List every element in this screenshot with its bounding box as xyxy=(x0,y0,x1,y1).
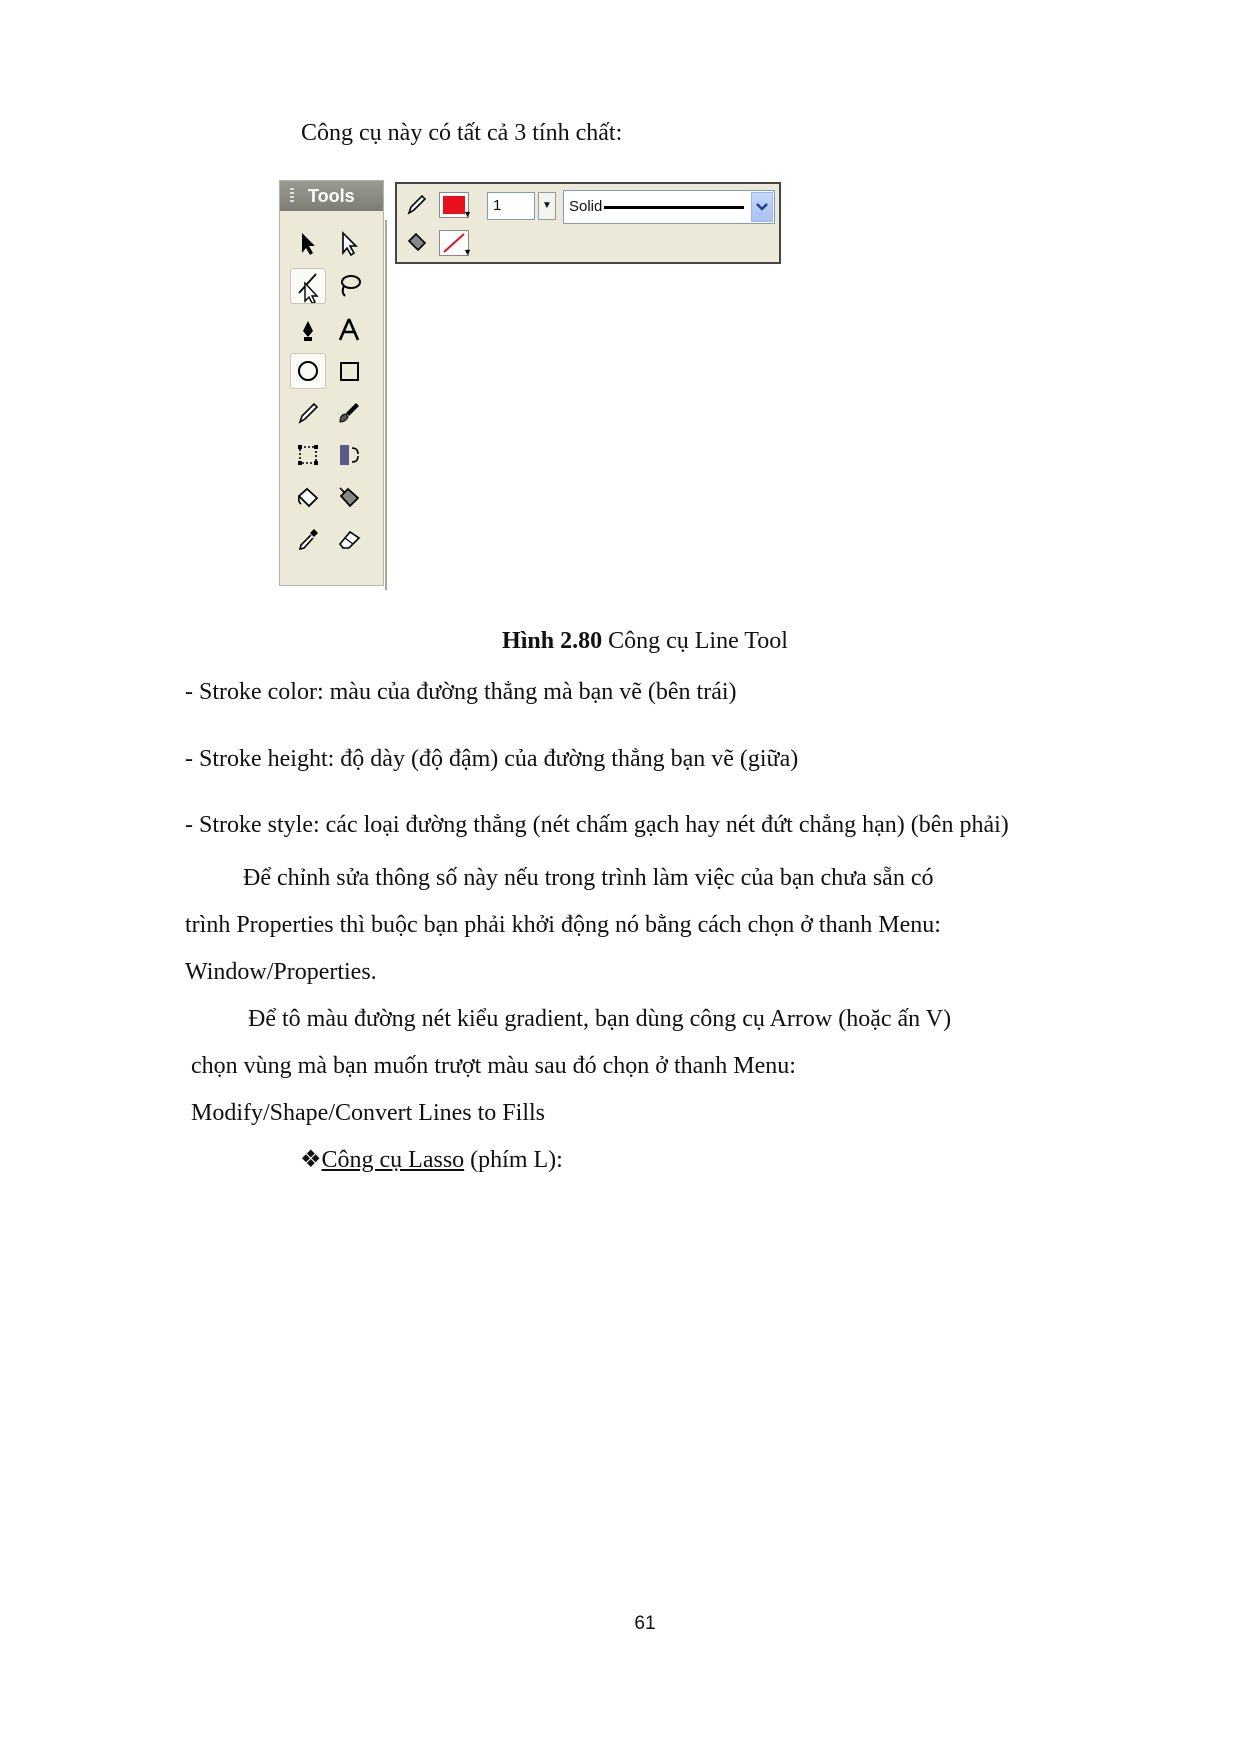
free-transform-icon[interactable] xyxy=(290,437,326,473)
oval-icon[interactable] xyxy=(290,353,326,389)
bullet-stroke-height: - Stroke height: độ dày (độ đậm) của đường thẳng bạn vẽ (giữa) xyxy=(185,746,799,772)
diamond-bullet-icon: ❖ xyxy=(300,1147,322,1173)
pen-icon[interactable] xyxy=(290,311,326,347)
chevron-down-icon: ▼ xyxy=(463,247,472,257)
figure-caption xyxy=(0,626,1240,656)
bullet-stroke-color: - Stroke color: màu của đường thẳng mà bạn vẽ (bên trái) xyxy=(185,679,737,705)
rectangle-icon[interactable] xyxy=(331,353,367,389)
grip-icon xyxy=(290,188,294,204)
pencil-icon[interactable] xyxy=(290,395,326,431)
paragraph-line: Modify/Shape/Convert Lines to Fills xyxy=(191,1100,545,1126)
brush-icon[interactable] xyxy=(331,395,367,431)
panel-divider xyxy=(385,220,390,590)
stroke-style-select[interactable] xyxy=(563,190,775,224)
intro-text: Công cụ này có tất cả 3 tính chất: xyxy=(301,120,623,146)
paragraph-line: Để chỉnh sửa thông số này nếu trong trình làm việc của bạn chưa sẵn có xyxy=(243,865,934,891)
stroke-pencil-icon xyxy=(405,192,429,221)
line-tool-icon[interactable] xyxy=(290,268,326,304)
figure-title: Công cụ Line Tool xyxy=(602,628,788,654)
ink-bottle-icon[interactable] xyxy=(290,479,326,515)
paragraph-line: chọn vùng mà bạn muốn trượt màu sau đó chọn ở thanh Menu: xyxy=(191,1053,796,1079)
stroke-style-label: Solid xyxy=(569,198,603,215)
fill-bucket-icon xyxy=(405,230,429,259)
text-icon[interactable] xyxy=(331,311,367,347)
chevron-down-icon[interactable] xyxy=(751,192,773,222)
tools-panel-title: Tools xyxy=(308,186,355,206)
fill-color-swatch[interactable] xyxy=(439,230,472,257)
subselect-icon[interactable] xyxy=(331,226,367,262)
fill-transform-icon[interactable] xyxy=(331,437,367,473)
stroke-color-swatch[interactable] xyxy=(439,192,472,219)
properties-strip xyxy=(395,182,781,264)
figure-label: Hình 2.80 xyxy=(502,628,603,654)
stroke-color-fill xyxy=(443,196,465,214)
eraser-icon[interactable] xyxy=(331,521,367,557)
chevron-down-icon: ▼ xyxy=(463,209,472,219)
eyedropper-icon[interactable] xyxy=(290,521,326,557)
tools-panel-header xyxy=(280,181,383,211)
lasso-link[interactable]: Công cụ Lasso xyxy=(321,1147,465,1173)
lasso-icon[interactable] xyxy=(331,268,367,304)
stroke-height-input[interactable]: 1 xyxy=(487,192,535,220)
stroke-height-dropdown[interactable]: ▼ xyxy=(538,192,556,220)
bullet-stroke-style: - Stroke style: các loại đường thẳng (nét chấm gạch hay nét đứt chẳng hạn) (bên phải) xyxy=(185,812,1009,838)
paragraph-line: Để tô màu đường nét kiểu gradient, bạn dùng công cụ Arrow (hoặc ấn V) xyxy=(248,1006,952,1032)
paragraph-line: trình Properties thì buộc bạn phải khởi động nó bằng cách chọn ở thanh Menu: xyxy=(185,912,941,938)
section-heading xyxy=(300,1145,563,1175)
page-number: 61 xyxy=(634,1613,656,1634)
arrow-icon[interactable] xyxy=(290,226,326,262)
paint-bucket-icon[interactable] xyxy=(331,479,367,515)
tools-panel xyxy=(279,180,384,586)
heading-rest: (phím L): xyxy=(464,1147,563,1173)
stroke-style-preview xyxy=(604,206,744,209)
paragraph-line: Window/Properties. xyxy=(185,959,377,985)
